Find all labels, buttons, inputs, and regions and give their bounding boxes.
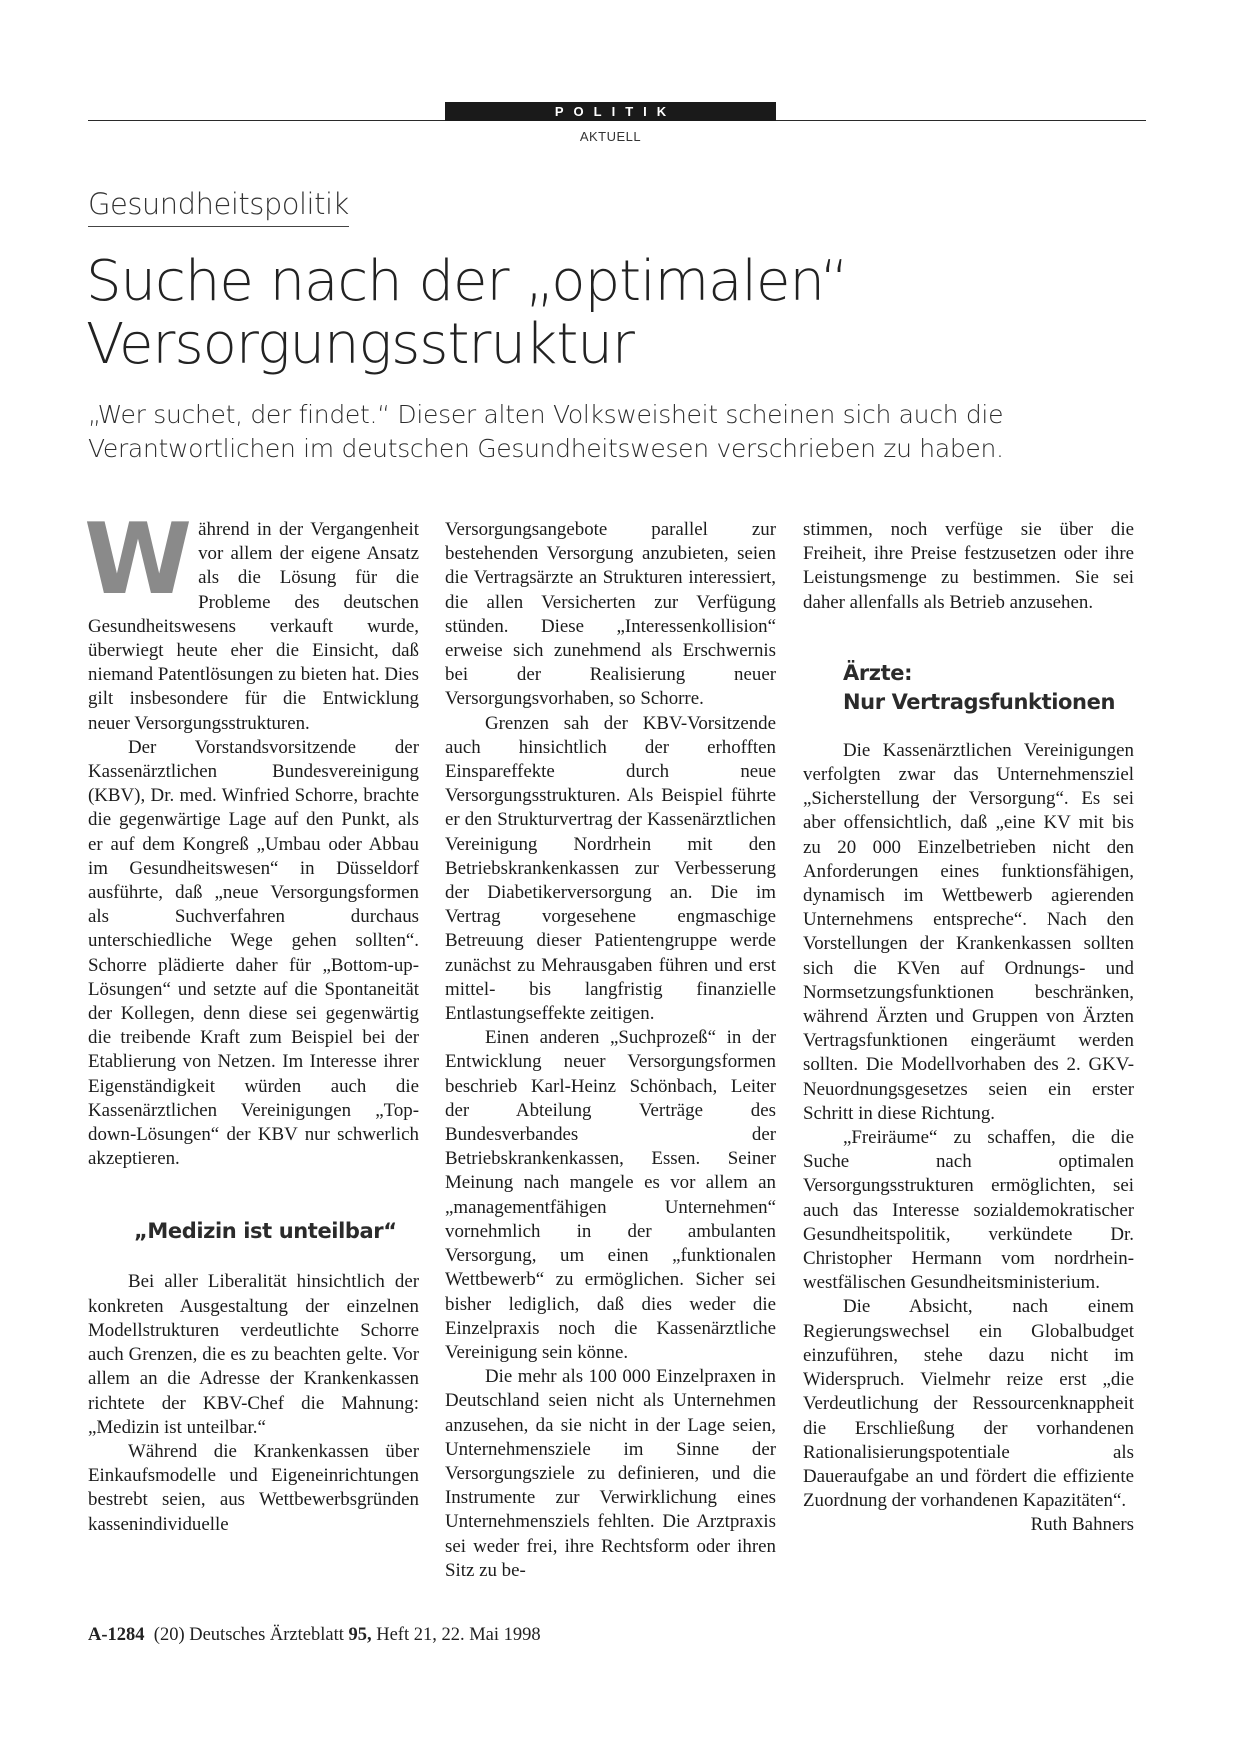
journal-name: Deutsches Ärzteblatt <box>189 1625 344 1645</box>
headline-line-2: Versorgungsstruktur <box>86 312 634 377</box>
article-paragraph <box>84 503 419 736</box>
section-label: POLITIK <box>445 102 776 121</box>
lead-paragraph <box>88 398 1148 466</box>
subheading: „Medizin ist unteilbar“ <box>134 1219 397 1244</box>
volume-number: 95, <box>348 1625 372 1645</box>
article-paragraph: stimmen, noch verfüge sie über die Freiheit, ihre Preise festzusetzen oder ihre Leistungsmenge zu bestimmen. Sie sei daher allenfalls als Betrieb anzusehen. <box>803 519 1134 613</box>
headline <box>86 250 1146 376</box>
article-paragraph: „Freiräume“ zu schaffen, die die Suche nach optimalen Versorgungsstrukturen ermöglichten, sei auch das Interesse sozialdemokratischer Gesundheitspolitik, verkündete Dr. Christopher Hermann vom nordrhein-westfälischen Gesundheitsministerium. <box>803 1127 1134 1294</box>
article-paragraph: Der Vorstandsvorsitzende der Kassenärztlichen Bundesvereinigung (KBV), Dr. med. Winfried Schorre, brachte die gegenwärtige Lage auf den Punkt, als er auf dem Kongreß „Umbau oder Abbau im Gesundheitswesen“ in Düsseldorf ausführte, daß „neue Versorgungsformen als Suchverfahren durchaus unterschiedliche Wege gehen sollten“. Schorre plädierte daher für „Bottom-up-Lösungen“ und setzte auf die Spontaneität der Kollegen, denn diese sei gegenwärtig die treibende Kraft zum Beispiel bei der Etablierung von Netzen. Im Interesse ihrer Eigenständigkeit würden auch die Kassenärztlichen Vereinigungen „Top-down-Lösungen“ der KBV nur schwerlich akzeptieren. <box>88 736 419 1170</box>
page-code: A-1284 <box>88 1625 145 1645</box>
article-column-3 <box>803 518 1134 1538</box>
issue-date: Heft 21, 22. Mai 1998 <box>376 1625 541 1645</box>
subheading-line-2: Nur Vertragsfunktionen <box>843 689 1116 714</box>
headline-line-1: Suche nach der „optimalen“ <box>86 249 848 314</box>
paragraph-text: ährend in der Vergangenheit vor allem der eigene Ansatz als die Lösung für die Probleme des deutschen Gesundheitswesens verkauft wurde, überwiegt heute eher die Einsicht, daß niemand Patentlösungen zu bieten hat. Dies gilt insbesondere für die Entwicklung neuer Versorgungsstrukturen. <box>88 519 419 734</box>
article-paragraph: Die mehr als 100 000 Einzelpraxen in Deutschland seien nicht als Unternehmen anzusehen, da sie nicht in der Lage seien, Unternehmensziele im Sinne der Versorgungsziele zu definieren, und die Instrumente zur Verwirklichung eines Unternehmensziels fehlten. Die Arztpraxis sei weder frei, ihre Rechtsform oder ihren Sitz zu be- <box>445 1366 776 1581</box>
subheading <box>843 659 1134 717</box>
page-number: (20) <box>153 1625 185 1645</box>
paragraph-text: Die Absicht, nach einem Regierungswechsel ein Globalbudget einzuführen, stehe dazu nicht im Widerspruch. Vielmehr reize erst „die Verdeutlichung der Ressourcenknappheit die Erschließung der vorhandenen Rationalisierungspotentiale als Daueraufgabe an und fördert die effiziente Zuordnung der vorhandenen Kapazitäten“. <box>803 1296 1134 1512</box>
article-paragraph: Die Kassenärztlichen Vereinigungen verfolgten zwar das Unternehmensziel „Sicherstellung der Versorgung“. Es sei aber offensichtlich, daß „eine KV mit bis zu 20 000 Einzelbetrieben nicht den Anforderungen eines funktionsfähigen, dynamisch im Wettbewerb agierenden Unternehmens entspreche“. Nach den Vorstellungen der Krankenkassen sollten sich die KVen auf Ordnungs- und Normsetzungsfunktionen beschränken, während Ärzten und Gruppen von Ärzten Vertragsfunktionen eingeräumt werden sollten. Die Modellvorhaben des 2. GKV-Neuordnungsgesetzes seien ein erster Schritt in diese Richtung. <box>803 739 1134 1124</box>
subheading-line-1: Ärzte: <box>843 660 913 685</box>
article-paragraph: Grenzen sah der KBV-Vorsitzende auch hinsichtlich der erhofften Einspareffekte durch neue Versorgungsstrukturen. Als Beispiel führte er den Strukturvertrag der Kassenärztlichen Vereinigung Nordrhein mit den Betriebskrankenkassen zur Verbesserung der Diabetikerversorgung an. Die im Vertrag vorgesehene engmaschige Betreuung dieser Patientengruppe werde zunächst zu Mehrausgaben führen und erst mittel- bis langfristig finanzielle Entlastungseffekte zeitigen. <box>445 712 776 1025</box>
kicker: Gesundheitspolitik <box>88 187 349 227</box>
subsection-label: AKTUELL <box>579 129 642 144</box>
drop-cap: W <box>84 503 193 617</box>
article-column-1 <box>84 503 419 1537</box>
article-paragraph: Versorgungsangebote parallel zur bestehenden Versorgung anzubieten, seien die Vertragsärzte an Strukturen interessiert, die allen Versicherten zur Verfügung stünden. Diese „Interessenkollision“ erweise sich zunehmend als Erschwernis bei der Realisierung neuer Versorgungsvorhaben, so Schorre. <box>445 519 776 710</box>
article-paragraph: Einen anderen „Suchprozeß“ in der Entwicklung neuer Versorgungsformen beschrieb Karl-Heinz Schönbach, Leiter der Abteilung Verträge des Bundesverbandes der Betriebskrankenkassen, Essen. Seiner Meinung nach mangele es vor allem an „managementfähigen Unternehmen“ vornehmlich in der ambulanten Versorgung, um einen „funktionalen Wettbewerb“ zu ermöglichen. Sicher sei bisher lediglich, daß dies weder die Einzelpraxis noch die Kassenärztliche Vereinigung sein könne. <box>445 1027 776 1363</box>
article-column-2 <box>445 518 776 1583</box>
article-paragraph: Bei aller Liberalität hinsichtlich der konkreten Ausgestaltung der einzelnen Modellstrukturen verdeutlichte Schorre auch Grenzen, die es zu beachten gelte. Vor allem an die Adresse der Krankenkassen richtete der KBV-Chef die Mahnung: „Medizin ist unteilbar.“ <box>88 1271 419 1438</box>
lead-line-2: Verantwortlichen im deutschen Gesundheitswesen verschrieben zu haben. <box>88 434 1004 463</box>
article-paragraph: Während die Krankenkassen über Einkaufsmodelle und Eigeneinrichtungen bestrebt seien, aus Wettbewerbsgründen kassenindividuelle <box>88 1440 419 1535</box>
lead-line-1: „Wer suchet, der findet.“ Dieser alten Volksweisheit scheinen sich auch die <box>88 400 1004 429</box>
page-footer <box>88 1625 541 1646</box>
article-paragraph <box>803 1295 1134 1536</box>
author-signature: Ruth Bahners <box>1030 1514 1134 1536</box>
